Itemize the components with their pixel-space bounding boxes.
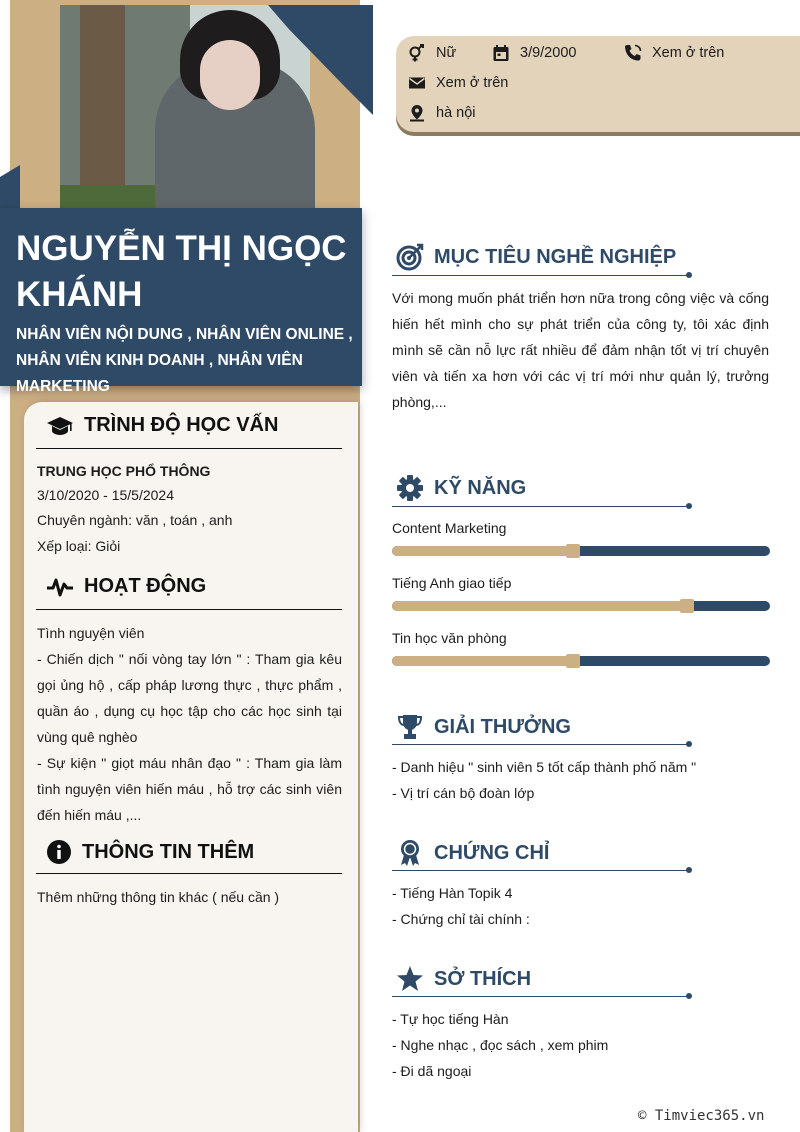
profile-photo	[60, 5, 310, 215]
hobby-item: - Nghe nhạc , đọc sách , xem phim	[392, 1037, 609, 1053]
awards-title: GIẢI THƯỞNG	[434, 715, 571, 738]
birthday-value: 3/9/2000	[520, 45, 577, 61]
skills-divider	[392, 506, 688, 507]
divider-dot	[686, 503, 692, 509]
major: Chuyên ngành: văn , toán , anh	[37, 512, 233, 528]
info-icon	[46, 839, 72, 865]
pulse-icon	[46, 576, 74, 598]
education-title: TRÌNH ĐỘ HỌC VẤN	[84, 414, 279, 436]
target-icon	[396, 243, 424, 271]
calendar-icon	[492, 44, 510, 62]
certificates-heading	[396, 839, 549, 867]
activities-heading	[46, 575, 206, 598]
hobbies-title: SỞ THÍCH	[434, 967, 532, 990]
email-value: Xem ở trên	[436, 75, 509, 91]
email-icon	[408, 74, 426, 92]
hobbies-divider	[392, 996, 688, 997]
skill-name: Content Marketing	[392, 520, 507, 536]
academic-rank: Xếp loại: Giỏi	[37, 538, 121, 554]
trophy-icon	[396, 713, 424, 741]
gender-value: Nữ	[436, 45, 457, 61]
skill-name: Tin học văn phòng	[392, 630, 507, 646]
birthday-item	[492, 44, 576, 62]
gear-icon	[396, 474, 424, 502]
divider-dot	[686, 741, 692, 747]
activity-item: - Sự kiện " giọt máu nhân đạo " : Tham gia làm tình nguyện viên hiến máu , hỗ trợ các sinh viên đến hiến máu ,...	[37, 755, 342, 823]
gender-item	[408, 44, 456, 62]
school-name: TRUNG HỌC PHỔ THÔNG	[37, 463, 211, 479]
address-value: hà nội	[436, 105, 476, 121]
awards-divider	[392, 744, 688, 745]
phone-value: Xem ở trên	[652, 45, 725, 61]
graduation-cap-icon	[46, 415, 74, 437]
awards-heading	[396, 713, 571, 741]
phone-item	[624, 44, 724, 62]
extra-info-divider	[36, 873, 342, 874]
hobbies-heading	[396, 965, 531, 993]
skill-level-bar	[392, 601, 770, 611]
award-item: - Danh hiệu " sinh viên 5 tốt cấp thành phố năm "	[392, 759, 697, 775]
divider-dot	[686, 867, 692, 873]
objective-heading	[396, 243, 676, 271]
divider-dot	[686, 993, 692, 999]
objective-text: Với mong muốn phát triển hơn nữa trong công việc và cống hiến hết mình cho sự phát triển của công ty, tôi xác định mình sẽ cần nỗ lực rất nhiều để đảm nhận tốt vị trí chuyên viên và tiến xa hơn với các vị trí mới như quản lý, trưởng phòng,...	[392, 290, 769, 410]
award-ribbon-icon	[396, 839, 424, 867]
skill-level-bar	[392, 656, 770, 666]
activity-item: - Chiến dịch " nối vòng tay lớn " : Tham gia kêu gọi ủng hộ , cấp pháp lương thực , thực phẩm , quần áo , dụng cụ học tập cho các học sinh tại vùng quê nghèo	[37, 651, 342, 745]
skill-level-bar	[392, 546, 770, 556]
objective-divider	[392, 275, 688, 276]
location-pin-icon	[408, 104, 426, 122]
education-divider	[36, 448, 342, 449]
email-item	[408, 74, 508, 92]
skills-heading	[396, 474, 526, 502]
desired-positions: NHÂN VIÊN NỘI DUNG , NHÂN VIÊN ONLINE , NHÂN VIÊN KINH DOANH , NHÂN VIÊN MARKETING	[16, 326, 353, 395]
education-heading	[46, 414, 278, 437]
objective-title: MỤC TIÊU NGHỀ NGHIỆP	[434, 245, 677, 268]
certificate-item: - Tiếng Hàn Topik 4	[392, 885, 513, 901]
skills-title: KỸ NĂNG	[434, 476, 527, 499]
award-item: - Vị trí cán bộ đoàn lớp	[392, 785, 535, 801]
extra-info-title: THÔNG TIN THÊM	[82, 840, 255, 863]
candidate-name: NGUYỄN THỊ NGỌC KHÁNH	[16, 229, 347, 314]
activities-divider	[36, 609, 342, 610]
star-icon	[396, 965, 424, 993]
divider-dot	[686, 272, 692, 278]
extra-info-text: Thêm những thông tin khác ( nếu cần )	[37, 889, 280, 905]
extra-info-heading	[46, 839, 254, 865]
hobby-item: - Đi dã ngoại	[392, 1063, 472, 1079]
skill-name: Tiếng Anh giao tiếp	[392, 575, 512, 591]
study-period: 3/10/2020 - 15/5/2024	[37, 487, 175, 503]
phone-icon	[624, 44, 642, 62]
gender-icon	[408, 44, 426, 62]
certificates-divider	[392, 870, 688, 871]
activity-role: Tình nguyện viên	[37, 625, 145, 641]
activities-title: HOẠT ĐỘNG	[84, 575, 207, 597]
certificates-title: CHỨNG CHỈ	[434, 841, 550, 864]
contact-panel	[396, 36, 800, 132]
address-item	[408, 104, 476, 122]
footer-credit: © Timviec365.vn	[638, 1108, 765, 1124]
certificate-item: - Chứng chỉ tài chính :	[392, 911, 530, 927]
hobby-item: - Tự học tiếng Hàn	[392, 1011, 509, 1027]
